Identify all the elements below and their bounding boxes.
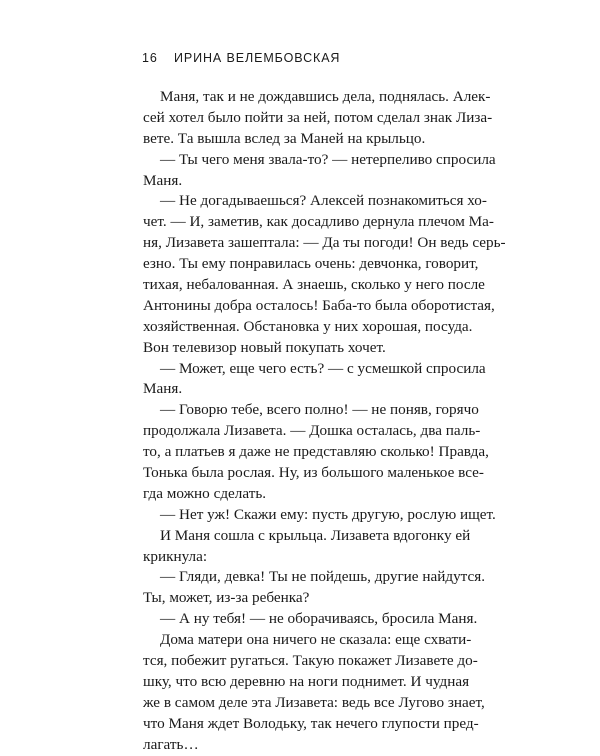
text-line: Вон телевизор новый покупать хочет. bbox=[143, 338, 386, 356]
text-line: — А ну тебя! — не оборачиваясь, бросила Маня. bbox=[160, 610, 478, 628]
text-line: И Маня сошла с крыльца. Лизавета вдогонку ей bbox=[160, 526, 471, 544]
text-line: Маня. bbox=[143, 380, 183, 398]
text-line: крикнула: bbox=[143, 547, 208, 565]
page-number: 16 bbox=[142, 51, 158, 65]
text-line: то, а платьев я даже не представляю сколько! Правда, bbox=[143, 443, 489, 461]
text-line: Ты, может, из-за ребенка? bbox=[143, 589, 310, 607]
text-line: — Не догадываешься? Алексей познакомиться хо- bbox=[160, 192, 487, 210]
text-line: чет. — И, заметив, как досадливо дернула плечом Ма- bbox=[143, 213, 494, 231]
text-line: Маня, так и не дождавшись дела, поднялась. Алек- bbox=[160, 88, 491, 105]
text-line: Тонька была рослая. Ну, из большого маленькое все- bbox=[143, 464, 484, 482]
body-text bbox=[143, 87, 506, 756]
text-line: что Маня ждет Володьку, так нечего глупости пред- bbox=[143, 714, 479, 732]
text-line: тся, побежит ругаться. Такую покажет Лизавете до- bbox=[143, 652, 478, 670]
text-line: ня, Лизавета зашептала: — Да ты погоди! Он ведь серь- bbox=[143, 234, 506, 252]
text-line: продолжала Лизавета. — Дошка осталась, два паль- bbox=[143, 422, 481, 440]
text-line: — Может, еще чего есть? — с усмешкой спросила bbox=[160, 359, 486, 377]
text-line: шку, что всю деревню на ноги поднимет. И чудная bbox=[143, 672, 470, 690]
text-line: Маня. bbox=[143, 171, 183, 189]
text-line: — Говорю тебе, всего полно! — не поняв, горячо bbox=[160, 401, 479, 419]
text-line: — Гляди, девка! Ты не пойдешь, другие найдутся. bbox=[160, 568, 486, 586]
text-line: тихая, небалованная. А знаешь, сколько у него после bbox=[143, 276, 485, 294]
text-line: езно. Ты ему понравилась очень: девчонка, говорит, bbox=[143, 255, 479, 273]
text-line: сей хотел было пойти за ней, потом сделал знак Лиза- bbox=[143, 108, 493, 126]
running-head bbox=[142, 51, 340, 65]
author-name: ИРИНА ВЕЛЕМБОВСКАЯ bbox=[174, 51, 341, 65]
text-line: вете. Та вышла вслед за Маней на крыльцо. bbox=[143, 129, 426, 147]
text-line: лагать… bbox=[143, 735, 199, 753]
text-line: — Ты чего меня звала-то? — нетерпеливо спросила bbox=[160, 150, 496, 168]
text-line: Антонины добра осталось! Баба-то была оборотистая, bbox=[143, 296, 495, 314]
text-line: Дома матери она ничего не сказала: еще схвати- bbox=[160, 631, 472, 649]
text-line: же в самом деле эта Лизавета: ведь все Лугово знает, bbox=[143, 693, 485, 711]
text-line: хозяйственная. Обстановка у них хорошая, посуда. bbox=[143, 317, 473, 335]
text-line: гда можно сделать. bbox=[143, 484, 267, 502]
text-line: — Нет уж! Скажи ему: пусть другую, рослую ищет. bbox=[160, 505, 496, 523]
